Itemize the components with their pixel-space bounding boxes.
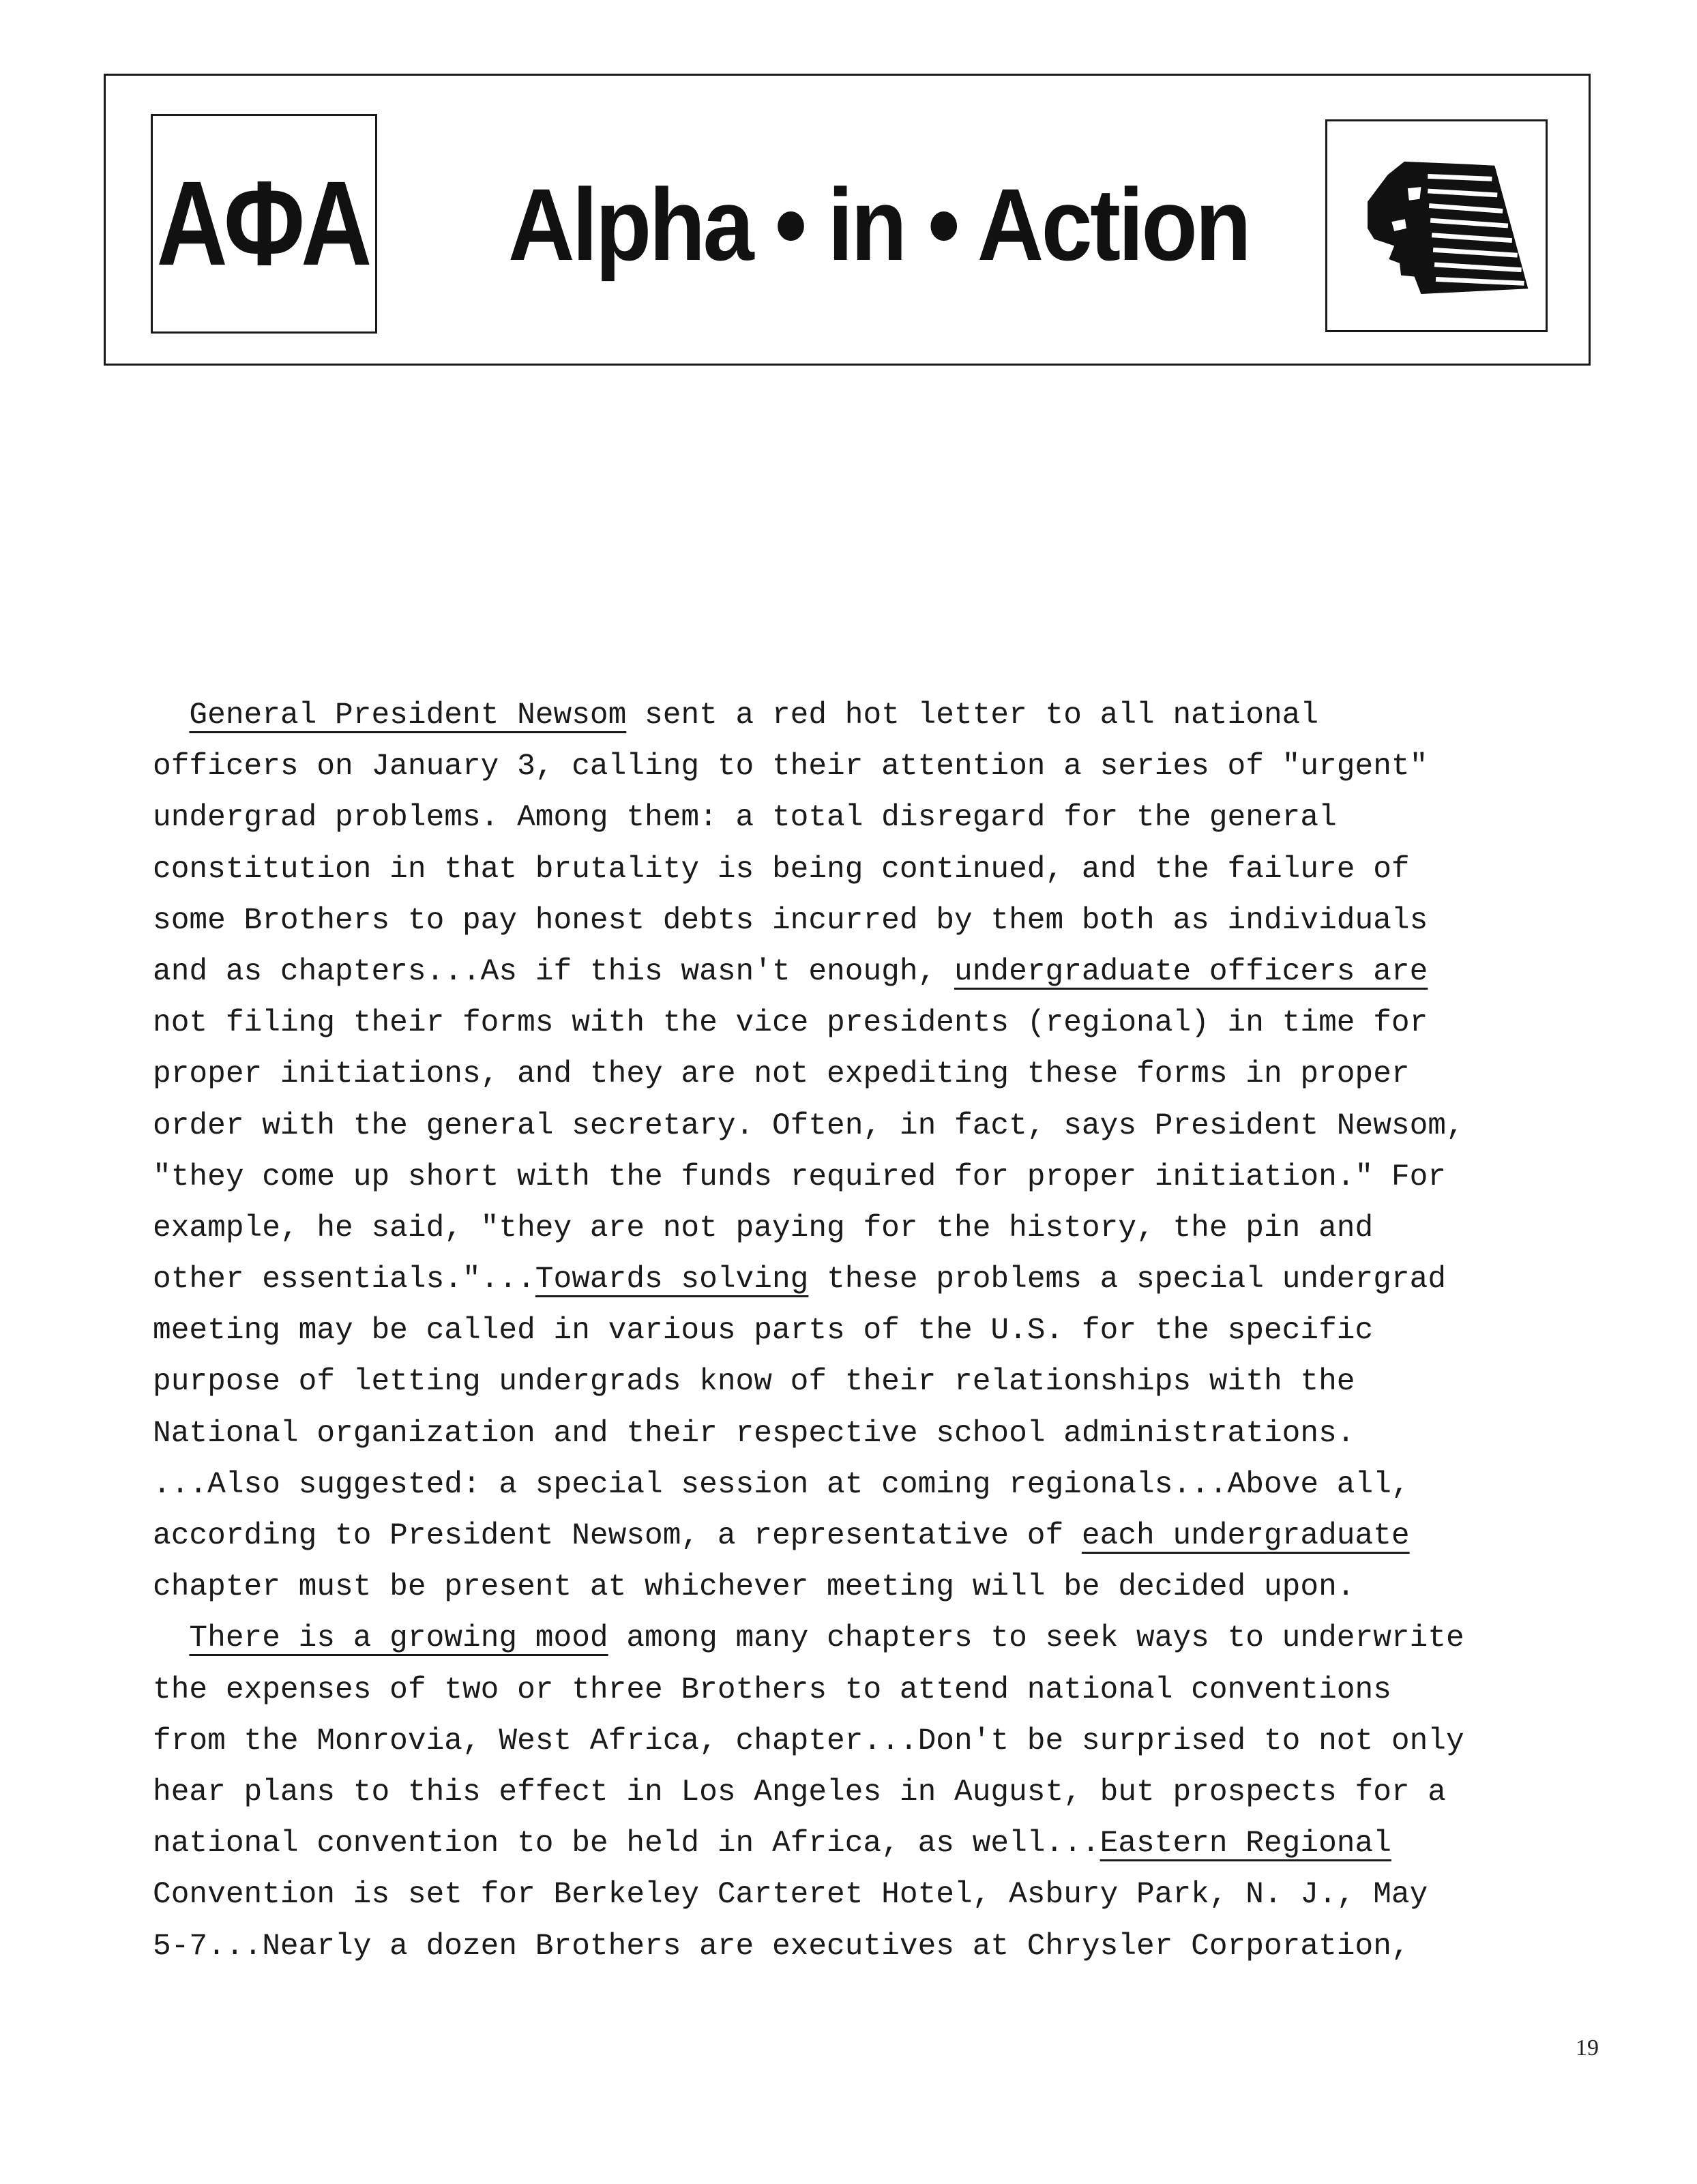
text-run: these problems a special undergrad [808, 1263, 1447, 1297]
article-line [153, 1254, 1599, 1305]
text-run: purpose of letting undergrads know of their relationships with the [153, 1365, 1355, 1400]
page-number: 19 [1576, 2035, 1599, 2061]
article-line [153, 844, 1599, 896]
paragraph-indent [153, 1621, 189, 1655]
article-line [153, 1511, 1599, 1562]
text-run: proper initiations, and they are not expediting these forms in proper [153, 1057, 1410, 1092]
text-run: national convention to be held in Africa, as well... [153, 1827, 1100, 1861]
text-run: officers on January 3, calling to their attention a series of "urgent" [153, 750, 1428, 784]
text-run: and as chapters...As if this wasn't enough, [153, 954, 954, 989]
text-run: "they come up short with the funds required for proper initiation." For [153, 1160, 1447, 1194]
article-line [153, 1408, 1599, 1460]
text-run: constitution in that brutality is being continued, and the failure of [153, 852, 1410, 887]
text-run: 5-7...Nearly a dozen Brothers are executives at Chrysler Corporation, [153, 1929, 1410, 1964]
greek-letters-text: ΑΦΑ [156, 157, 372, 291]
article-line [153, 1613, 1599, 1664]
text-run: according to President Newsom, a representative of [153, 1519, 1082, 1553]
text-run: hear plans to this effect in Los Angeles in August, but prospects for a [153, 1775, 1447, 1810]
article-line [153, 947, 1599, 998]
article-line [153, 1870, 1599, 1921]
text-run: from the Monrovia, West Africa, chapter...Don't be surprised to not only [153, 1724, 1464, 1758]
text-run: among many chapters to seek ways to underwrite [608, 1621, 1464, 1656]
sphinx-logo [1325, 119, 1548, 332]
article-line [153, 1101, 1599, 1152]
article-line [153, 1460, 1599, 1511]
greek-letters-logo [151, 114, 377, 334]
article-line [153, 1152, 1599, 1203]
underlined-phrase: Towards solving [535, 1263, 809, 1297]
text-run: the expenses of two or three Brothers to attend national conventions [153, 1672, 1391, 1707]
article-line [153, 1818, 1599, 1870]
article-line [153, 998, 1599, 1049]
text-run: chapter must be present at whichever meeting will be decided upon. [153, 1570, 1355, 1605]
text-run: undergrad problems. Among them: a total disregard for the general [153, 801, 1337, 836]
text-run: ...Also suggested: a special session at coming regionals...Above all, [153, 1467, 1410, 1502]
text-run: meeting may be called in various parts of the U.S. for the specific [153, 1314, 1374, 1348]
article-line [153, 741, 1599, 793]
text-run: not filing their forms with the vice presidents (regional) in time for [153, 1006, 1428, 1041]
article-line [153, 690, 1599, 741]
masthead-title: Alpha • in • Action [508, 167, 1250, 282]
text-run: Convention is set for Berkeley Carteret Hotel, Asbury Park, N. J., May [153, 1878, 1428, 1913]
article-line [153, 1665, 1599, 1716]
article-line [153, 1305, 1599, 1357]
sphinx-icon [1327, 121, 1546, 330]
article-body [153, 690, 1599, 1973]
text-run: order with the general secretary. Often, in fact, says President Newsom, [153, 1108, 1464, 1143]
article-line [153, 1767, 1599, 1818]
underlined-phrase: each undergraduate [1081, 1519, 1410, 1553]
article-line [153, 896, 1599, 947]
text-run: other essentials."... [153, 1263, 535, 1297]
article-line [153, 1049, 1599, 1100]
text-run: National organization and their respective school administrations. [153, 1416, 1355, 1451]
article-line [153, 1921, 1599, 1973]
article-line [153, 1203, 1599, 1254]
article-line [153, 1562, 1599, 1613]
text-run: sent a red hot letter to all national [626, 698, 1319, 733]
article-line [153, 1716, 1599, 1767]
underlined-phrase: Eastern Regional [1100, 1827, 1391, 1861]
paragraph-indent [153, 698, 189, 733]
article-line [153, 793, 1599, 844]
underlined-phrase: undergraduate officers are [954, 954, 1428, 989]
text-run: some Brothers to pay honest debts incurred by them both as individuals [153, 903, 1428, 938]
underlined-phrase: General President Newsom [189, 698, 627, 733]
text-run: example, he said, "they are not paying for the history, the pin and [153, 1211, 1374, 1245]
masthead-box [104, 74, 1591, 366]
underlined-phrase: There is a growing mood [189, 1621, 608, 1656]
article-line [153, 1357, 1599, 1408]
